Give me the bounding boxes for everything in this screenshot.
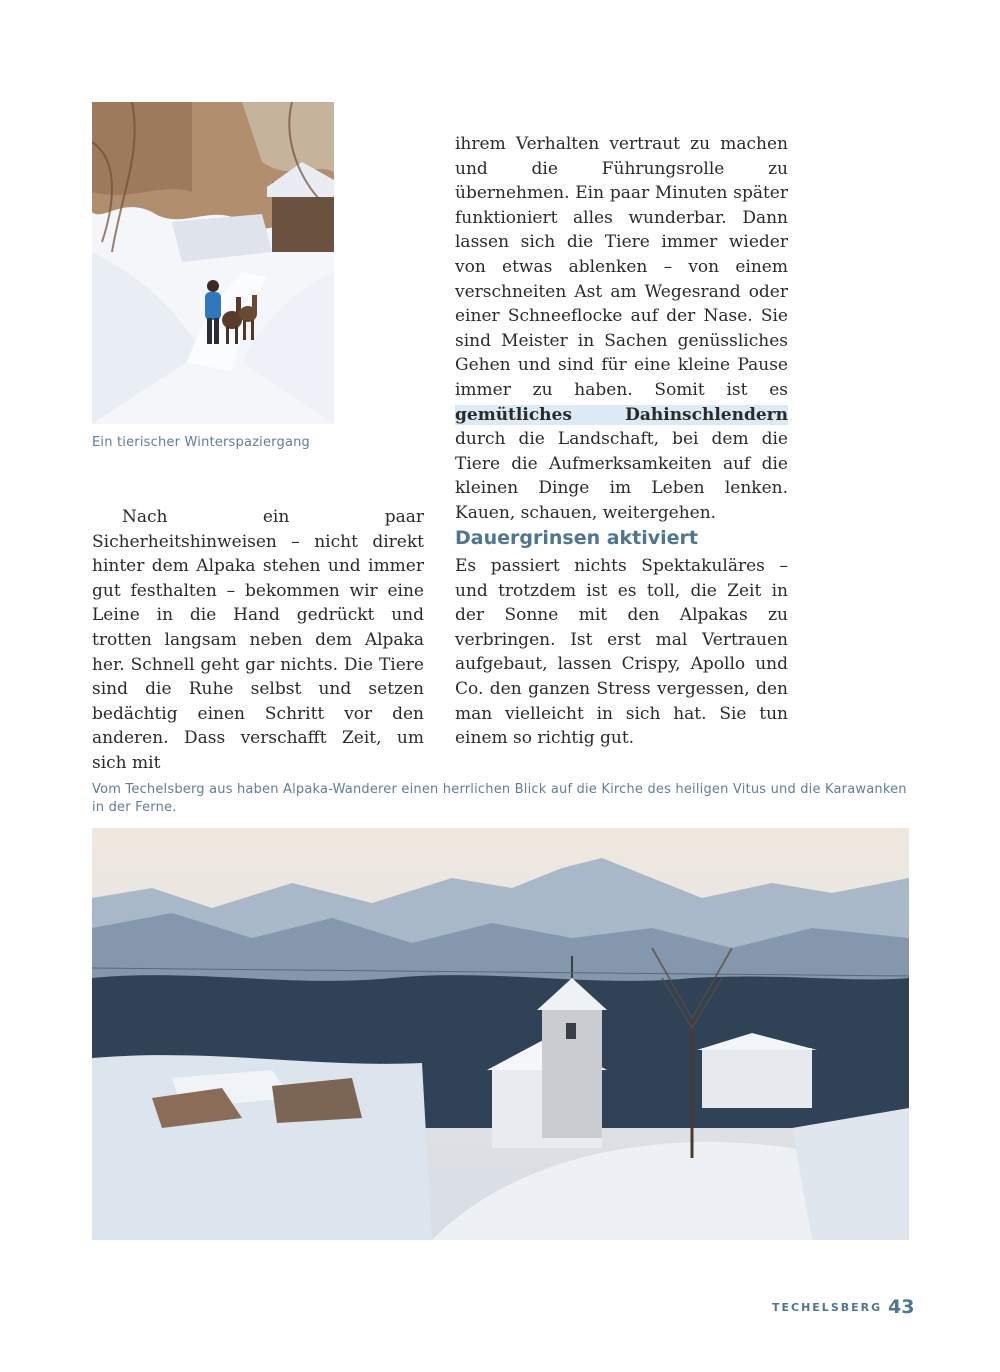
winter-walk-illustration (92, 102, 334, 424)
right-column-second (455, 554, 788, 751)
right-paragraph-1 (455, 132, 788, 526)
bottom-photo-caption: Vom Techelsberg aus haben Alpaka-Wanderer einen herrlichen Blick auf die Kirche des heiligen Vitus und die Karawanken in der Ferne. (92, 782, 907, 815)
highlighted-phrase: gemütliches Dahinschlendern (455, 404, 788, 425)
section-subheading: Dauergrinsen aktiviert (455, 527, 699, 549)
right-paragraph-1-after: durch die Landschaft, bei dem die Tiere die Aufmerksamkeiten auf die kleinen Dinge im Leben lenken. Kauen, schauen, weitergehen. (455, 429, 788, 523)
section-label: TECHELSBERG (772, 1301, 883, 1314)
village-church-photo (92, 828, 909, 1240)
right-paragraph-1-before: ihrem Verhalten vertraut zu machen und die Führungsrolle zu übernehmen. Ein paar Minuten später funktioniert alles wunderbar. Dann lassen sich die Tiere immer wieder von etwas ablenken – von einem verschneiten Ast am Wegesrand oder einer Schneeflocke auf der Nase. Sie sind Meister in Sachen genüssliches Gehen und sind für eine kleine Pause immer zu haben. Somit ist es (455, 134, 788, 400)
right-paragraph-2: Es passiert nichts Spektakuläres – und trotzdem ist es toll, die Zeit in der Sonne mit den Alpakas zu verbringen. Ist erst mal Vertrauen aufgebaut, lassen Crispy, Apollo und Co. den ganzen Stress vergessen, den man vielleicht in sich hat. Sie tun einem so richtig gut. (455, 556, 788, 749)
winter-walk-photo (92, 102, 334, 424)
left-column (92, 505, 424, 776)
left-paragraph: Nach ein paar Sicherheitshinweisen – nicht direkt hinter dem Alpaka stehen und immer gut festhalten – bekommen wir eine Leine in die Hand gedrückt und trotten langsam neben dem Alpaka her. Schnell geht gar nichts. Die Tiere sind die Ruhe selbst und setzen bedächtig einen Schritt vor den anderen. Dass verschafft Zeit, um sich mit (92, 507, 424, 773)
top-photo-caption: Ein tierischer Winterspaziergang (92, 435, 311, 450)
village-landscape-illustration (92, 828, 909, 1240)
right-column (455, 132, 788, 526)
page-number: 43 (888, 1296, 915, 1318)
